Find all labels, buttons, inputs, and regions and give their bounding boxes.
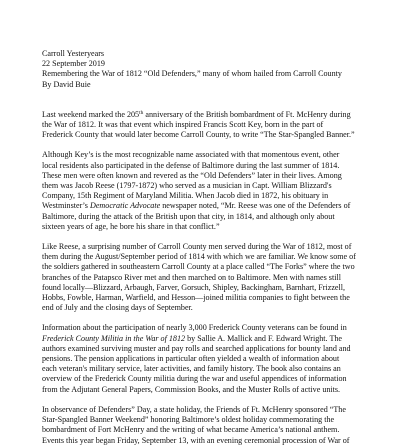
paragraph-1-text-a: Last weekend marked the 205 [42, 109, 140, 119]
paragraph-2 [42, 150, 356, 232]
paragraph-2-text-b: newspaper noted, “Mr. Reese was one of the Defenders of Baltimore, during the attack of the British upon that city, in 1814, and although only about sixteen years of age, he bore his share in that conflict.” [42, 201, 351, 231]
ordinal-suffix: th [139, 109, 144, 116]
column-name: Carroll Yesteryears [42, 49, 105, 58]
paragraph-2-text-a: Although Key’s is the most recognizable name associated with that momentous event, other local residents also participated in the defense of Baltimore during the last summer of 1814. These men were often known and revered as the “Old Defenders” later in their lives. Among them was Jacob Reese (1797-1872) who served as a musician in Capt. William Blizzard's Company, 15th Regiment of Maryland Militia. When Jacob died in 1872, his obituary in Westminster’s [42, 150, 342, 211]
newspaper-title: Democratic Advocate [89, 201, 161, 211]
paragraph-4-text-a: Information about the participation of nearly 3,000 Frederick County veterans can be found in [42, 323, 347, 333]
paragraph-5: In observance of Defenders” Day, a state holiday, the Friends of Ft. McHenry sponsored “The Star-Spangled Banner Weekend” honoring Baltimore’s oldest holiday commemorating the bombardment of Fort McHenry and the writing of what became America’s national anthem. Events this year began Friday, September 13, with an evening ceremonial procession of War of [42, 404, 350, 445]
byline: By David Buie [42, 79, 91, 89]
header-spacer [42, 90, 356, 100]
paragraph-3: Like Reese, a surprising number of Carroll County men served during the War of 1812, most of them during the August/September period of 1814 with which we are familiar. We know some of the soldiers gathered in southeastern Carroll County at a place called “The Forks” where the two branches of the Patapsco River met and then marched on to Baltimore. Men with names still found locally—Blizzard, Arbaugh, Farver, Gorsuch, Shipley, Backingham, Barnhart, Frizzell, Hobbs, Fowble, Harman, Warfield, and Hesson—joined militia companies to fight between the end of July and the closing days of September. [42, 242, 356, 313]
header-spacer [42, 100, 356, 110]
paragraph-1 [42, 110, 356, 141]
paragraph-4-text-b: by Sallie A. Mallick and F. Edward Wright. The authors examined surviving muster and pay rolls and searched applications for bounty land and pensions. The pension applications in particular often yielded a wealth of information about each veteran's military service, later activities, and family history. The book also contains an overview of the Frederick County militia during the war and useful appendices of information from the Adjutant General Papers, Commission Books, and the Muster Rolls of active units. [42, 333, 351, 394]
article-date: 22 September 2019 [42, 59, 105, 69]
paragraph-4 [42, 323, 356, 394]
paragraph-1-text-b: anniversary of the British bombardment of Ft. McHenry during the War of 1812. It was that event which inspired Francis Scott Key, born in the part of Frederick County that would later become Carroll County, to write “The Star-Spangled Banner.” [42, 109, 355, 140]
article-title: Remembering the War of 1812 “Old Defenders,” many of whom hailed from Carroll County [42, 69, 342, 79]
book-title: Frederick County Militia in the War of 1812 [42, 333, 186, 343]
